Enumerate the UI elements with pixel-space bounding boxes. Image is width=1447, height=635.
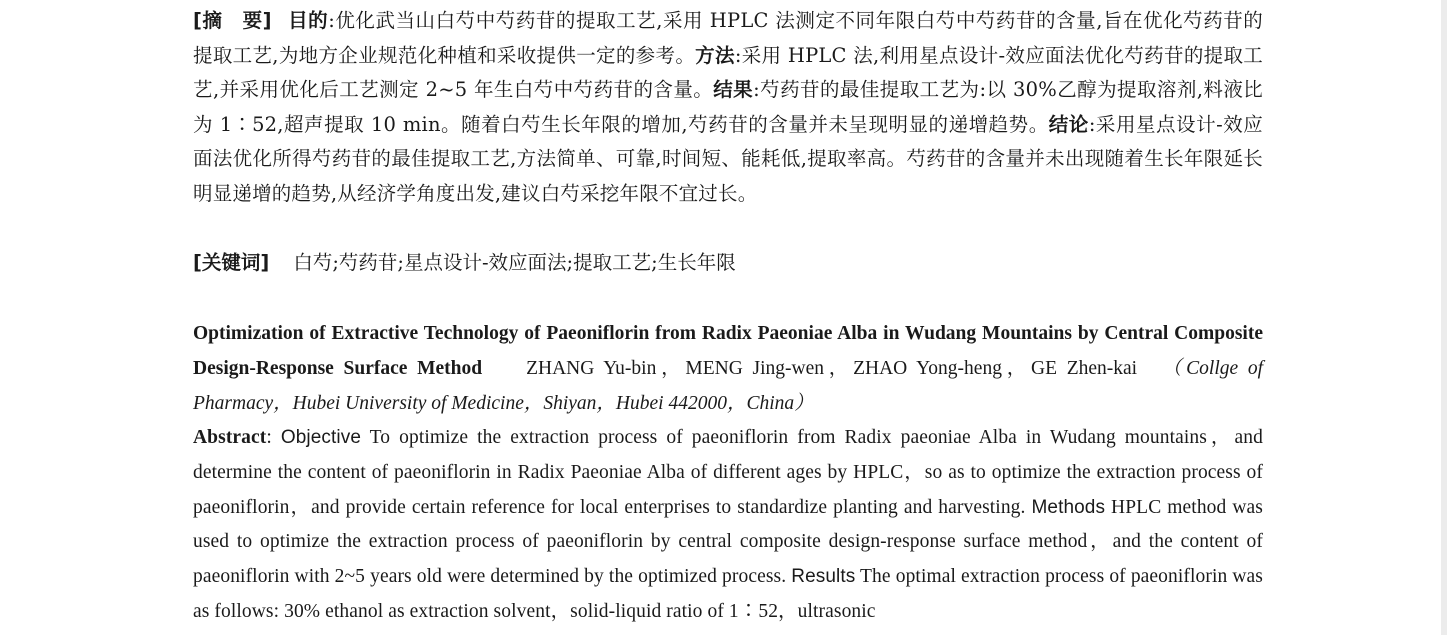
page-edge bbox=[1441, 0, 1447, 635]
english-affiliation: （Collge of Pharmacy，Hubei University of Medicine，Shiyan，Hubei 442000，China） bbox=[193, 358, 1264, 414]
chinese-keywords bbox=[193, 246, 736, 281]
abstract-label-en: Abstract bbox=[193, 427, 267, 448]
results-label-en: Results bbox=[791, 566, 856, 588]
objective-label-en: Objective bbox=[280, 427, 361, 448]
english-title: Optimization of Extractive Technology of Paeoniflorin from Radix Paeoniae Alba in Wudang Mountains by Central Composite Design-Response Surface Method bbox=[193, 323, 1263, 379]
methods-text-zh: :采用 HPLC 法,利用星点设计-效应面法优化芍药苷的提取工艺,并采用优化后工艺测定 2~5 年生白芍中芍药苷的含量。 bbox=[193, 43, 1264, 101]
conclusion-text-zh: :采用星点设计-效应面法优化所得芍药苷的最佳提取工艺,方法简单、可靠,时间短、能耗低,提取率高。芍药苷的含量并未出现随着生长年限延长明显递增的趋势,从经济学角度出发,建议白芍采挖年限不宜过长。 bbox=[193, 112, 1263, 205]
objective-text-zh: :优化武当山白芍中芍药苷的提取工艺,采用 HPLC 法测定不同年限白芍中芍药苷的含量,旨在优化芍药苷的提取工艺,为地方企业规范化种植和采收提供一定的参考。 bbox=[193, 9, 1264, 67]
methods-text-en: HPLC method was used to optimize the extraction process of paeoniflorin by central composite design-response surface method，and the content of paeoniflorin with 2~5 years old were determined by the optimized process. bbox=[193, 496, 1263, 588]
english-abstract bbox=[193, 421, 1263, 630]
results-text-en: The optimal extraction process of paeoniflorin was as follows: 30% ethanol as extraction solvent，solid-liquid ratio of 1∶52，ultrasonic bbox=[193, 566, 1263, 622]
keywords-text-zh: 白芍;芍药苷;星点设计-效应面法;提取工艺;生长年限 bbox=[293, 251, 736, 274]
english-authors: ZHANG Yu-bin，MENG Jing-wen，ZHAO Yong-heng，GE Zhen-kai bbox=[526, 358, 1138, 379]
conclusion-label-zh: 结论 bbox=[1048, 112, 1089, 136]
objective-text-en: To optimize the extraction process of paeoniflorin from Radix paeoniae Alba in Wudang mountains，and determine the content of paeoniflorin in Radix Paeoniae Alba of different ages by HPLC，so as to optimize the extraction process of paeoniflorin，and provide certain reference for local enterprises to standardize planting and harvesting. bbox=[193, 427, 1263, 518]
keywords-label-zh: [关键词] bbox=[193, 251, 270, 274]
objective-label-zh: 目的 bbox=[287, 9, 329, 32]
results-text-zh: :芍药苷的最佳提取工艺为:以 30%乙醇为提取溶剂,料液比为 1∶52,超声提取 10 min。随着白芍生长年限的增加,芍药苷的含量并未呈现明显的递增趋势。 bbox=[193, 78, 1263, 136]
methods-label-zh: 方法 bbox=[695, 43, 735, 67]
methods-label-en: Methods bbox=[1031, 496, 1106, 518]
chinese-abstract bbox=[193, 4, 1263, 211]
chinese-abstract-label: [摘 要] bbox=[193, 9, 272, 32]
results-label-zh: 结果 bbox=[713, 78, 754, 101]
abstract-colon-en: : bbox=[266, 427, 281, 448]
english-title-block bbox=[193, 316, 1263, 421]
